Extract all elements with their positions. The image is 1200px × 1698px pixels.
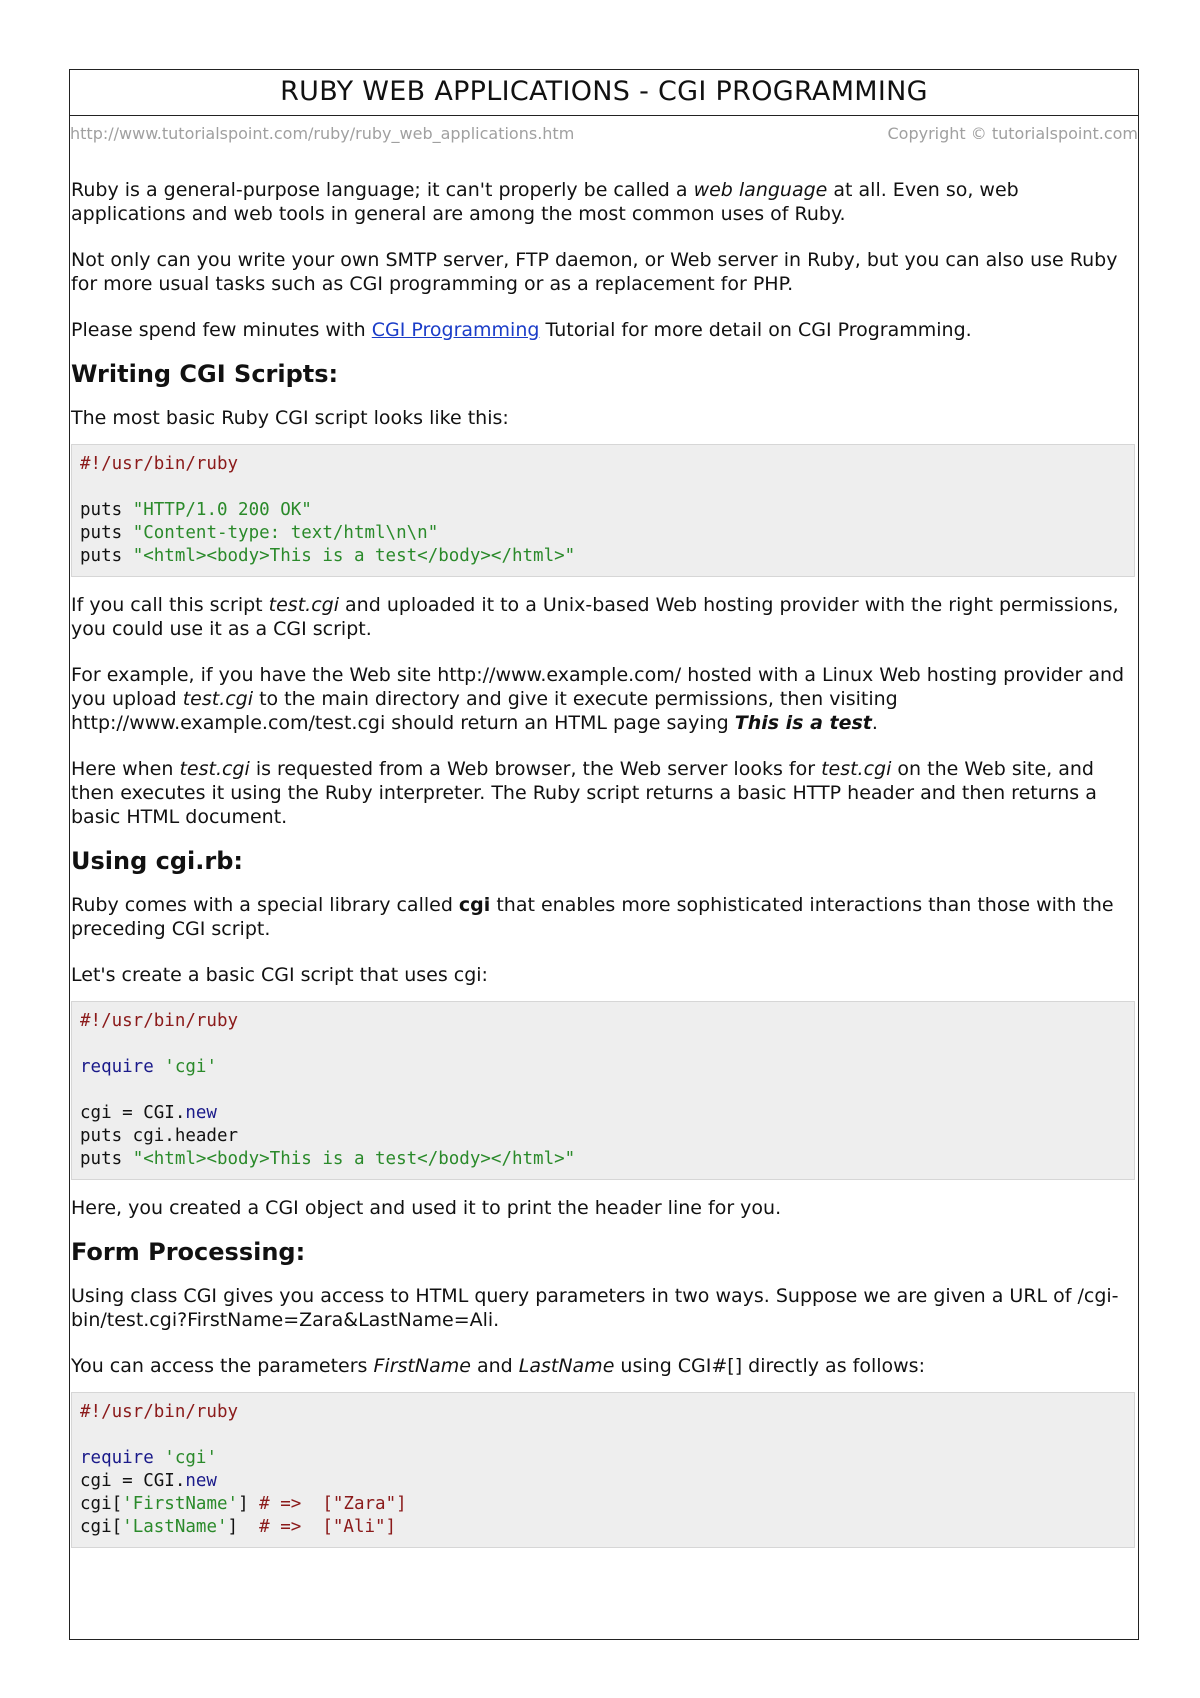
page-frame: [69, 69, 1139, 1640]
source-url: http://www.tutorialspoint.com/ruby/ruby_web_applications.htm: [70, 124, 575, 143]
section2-paragraph-3: Here, you created a CGI object and used it to print the header line for you.: [71, 1197, 782, 1219]
copyright-notice: Copyright © tutorialspoint.com: [887, 124, 1138, 143]
code-block-cgi-rb: #!/usr/bin/ruby require 'cgi' cgi = CGI.new puts cgi.header puts "<html><body>This is a test</body></html>": [71, 1001, 1135, 1180]
intro-paragraph-3: Please spend few minutes with CGI Programming Tutorial for more detail on CGI Programming.: [71, 319, 972, 341]
intro-paragraph-1: Ruby is a general-purpose language; it can't properly be called a web language at all. Even so, web applications and web tools in general are among the most common uses of Ruby.: [71, 179, 1019, 225]
section1-paragraph-3: For example, if you have the Web site http://www.example.com/ hosted with a Linux Web hosting provider and you upload test.cgi to the main directory and give it execute permissions, then visiting http://www.example.com/test.cgi should return an HTML page saying This is a test.: [71, 664, 1125, 734]
cgi-programming-link[interactable]: CGI Programming: [371, 319, 540, 341]
code-block-form-params: #!/usr/bin/ruby require 'cgi' cgi = CGI.new cgi['FirstName'] # => ["Zara"] cgi['LastName'] # => ["Ali"]: [71, 1392, 1135, 1548]
section2-paragraph-1: Ruby comes with a special library called cgi that enables more sophisticated interactions than those with the preceding CGI script.: [71, 894, 1114, 940]
page-meta: [70, 124, 1138, 150]
heading-using-cgi-rb: Using cgi.rb:: [71, 847, 243, 875]
section1-paragraph-4: Here when test.cgi is requested from a Web browser, the Web server looks for test.cgi on the Web site, and then executes it using the Ruby interpreter. The Ruby script returns a basic HTTP header and then returns a basic HTML document.: [71, 758, 1097, 828]
section3-paragraph-1: Using class CGI gives you access to HTML query parameters in two ways. Suppose we are given a URL of /cgi-bin/test.cgi?FirstName=Zara&LastName=Ali.: [71, 1285, 1119, 1331]
article-body: [70, 178, 1138, 1548]
section2-paragraph-2: Let's create a basic CGI script that uses cgi:: [71, 964, 488, 986]
title-bar: [70, 70, 1138, 116]
section3-paragraph-2: You can access the parameters FirstName and LastName using CGI#[] directly as follows:: [71, 1355, 925, 1377]
heading-writing-cgi-scripts: Writing CGI Scripts:: [71, 360, 339, 388]
intro-paragraph-2: Not only can you write your own SMTP server, FTP daemon, or Web server in Ruby, but you can also use Ruby for more usual tasks such as CGI programming or as a replacement for PHP.: [71, 249, 1118, 295]
section1-paragraph-2: If you call this script test.cgi and uploaded it to a Unix-based Web hosting provider with the right permissions, you could use it as a CGI script.: [71, 594, 1119, 640]
heading-form-processing: Form Processing:: [71, 1238, 306, 1266]
section1-paragraph-1: The most basic Ruby CGI script looks like this:: [71, 407, 509, 429]
page-title: RUBY WEB APPLICATIONS - CGI PROGRAMMING: [280, 76, 928, 107]
code-block-basic-cgi: #!/usr/bin/ruby puts "HTTP/1.0 200 OK" puts "Content-type: text/html\n\n" puts "<html><body>This is a test</body></html>": [71, 444, 1135, 577]
